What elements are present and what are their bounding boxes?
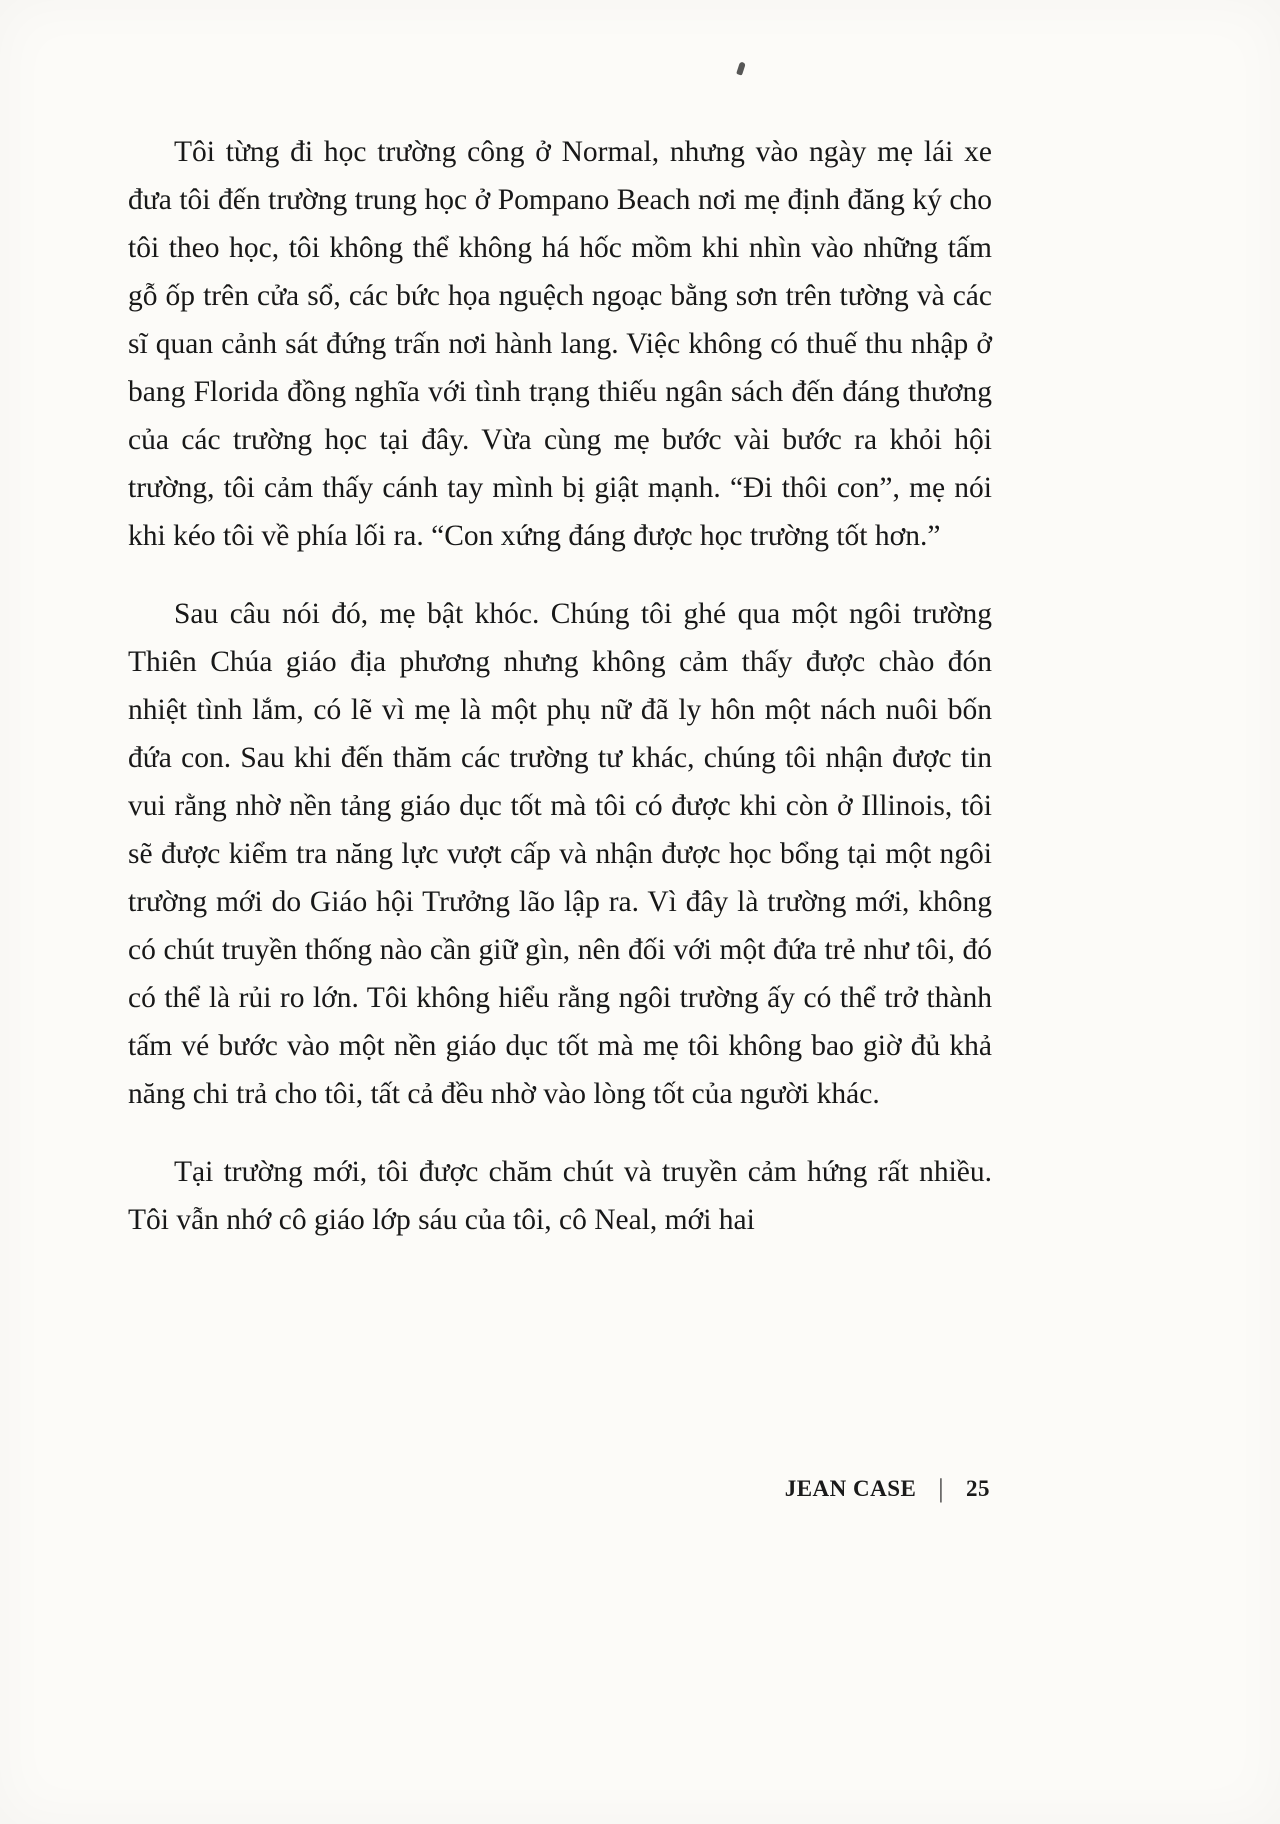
page-number: 25 (966, 1476, 990, 1501)
footer-separator: | (938, 1474, 944, 1503)
paragraph-1: Tôi từng đi học trường công ở Normal, nhưng vào ngày mẹ lái xe đưa tôi đến trường trung học ở Pompano Beach nơi mẹ định đăng ký cho tôi theo học, tôi không thể không há hốc mồm khi nhìn vào những tấm gỗ ốp trên cửa sổ, các bức họa nguệch ngoạc bằng sơn trên tường và các sĩ quan cảnh sát đứng trấn nơi hành lang. Việc không có thuế thu nhập ở bang Florida đồng nghĩa với tình trạng thiếu ngân sách đến đáng thương của các trường học tại đây. Vừa cùng mẹ bước vài bước ra khỏi hội trường, tôi cảm thấy cánh tay mình bị giật mạnh. “Đi thôi con”, mẹ nói khi kéo tôi về phía lối ra. “Con xứng đáng được học trường tốt hơn.” (128, 136, 992, 552)
scan-artifact-mark (736, 61, 746, 75)
running-footer-author: JEAN CASE (784, 1476, 917, 1501)
page-content (128, 128, 992, 1244)
paragraph-2: Sau câu nói đó, mẹ bật khóc. Chúng tôi ghé qua một ngôi trường Thiên Chúa giáo địa phương nhưng không cảm thấy được chào đón nhiệt tình lắm, có lẽ vì mẹ là một phụ nữ đã ly hôn một nách nuôi bốn đứa con. Sau khi đến thăm các trường tư khác, chúng tôi nhận được tin vui rằng nhờ nền tảng giáo dục tốt mà tôi có được khi còn ở Illinois, tôi sẽ được kiểm tra năng lực vượt cấp và nhận được học bổng tại một ngôi trường mới do Giáo hội Trưởng lão lập ra. Vì đây là trường mới, không có chút truyền thống nào cần giữ gìn, nên đối với một đứa trẻ như tôi, đó có thể là rủi ro lớn. Tôi không hiểu rằng ngôi trường ấy có thể trở thành tấm vé bước vào một nền giáo dục tốt mà mẹ tôi không bao giờ đủ khả năng chi trả cho tôi, tất cả đều nhờ vào lòng tốt của người khác. (128, 598, 992, 1110)
page-footer (785, 1476, 990, 1502)
paragraph-3: Tại trường mới, tôi được chăm chút và truyền cảm hứng rất nhiều. Tôi vẫn nhớ cô giáo lớp sáu của tôi, cô Neal, mới hai (128, 1156, 992, 1236)
